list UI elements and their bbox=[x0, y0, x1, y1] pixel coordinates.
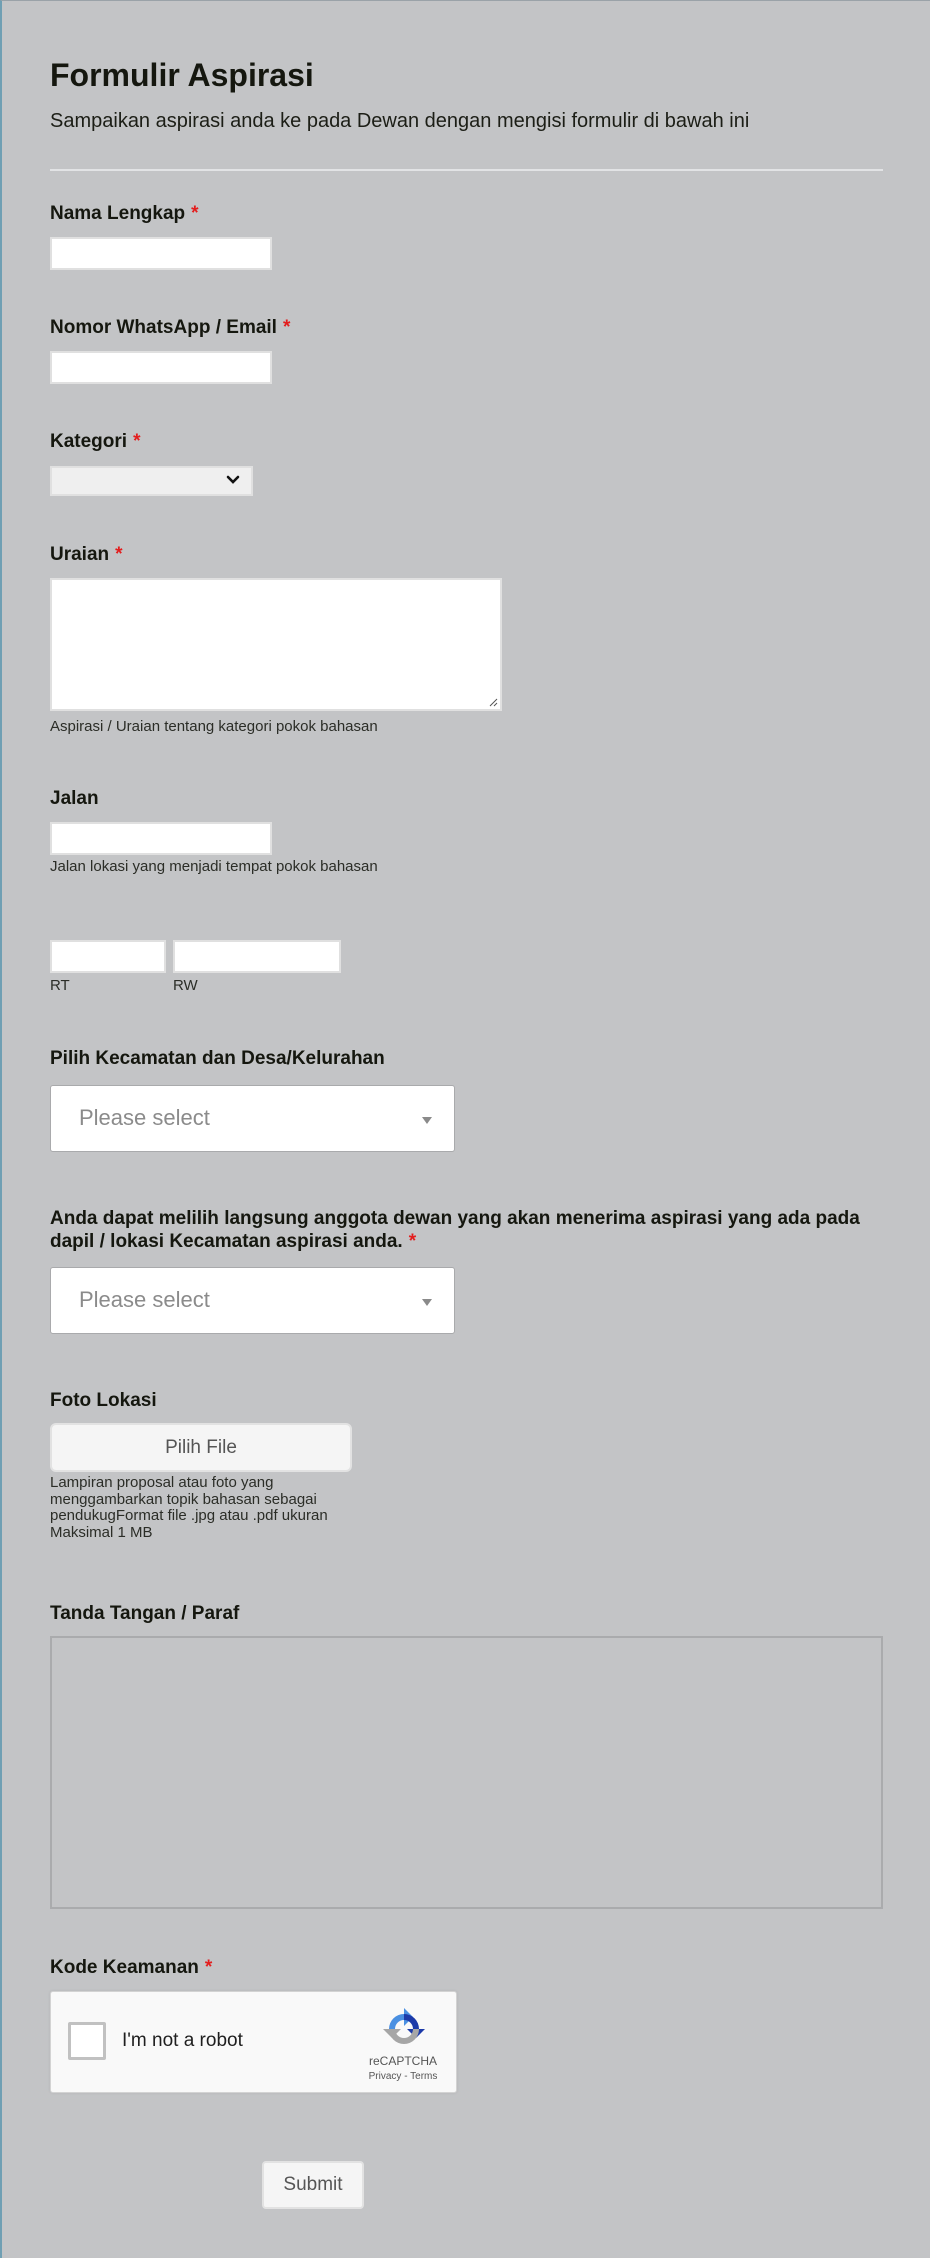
signature-pad[interactable] bbox=[50, 1636, 883, 1909]
jalan-label bbox=[50, 787, 99, 810]
recaptcha-widget bbox=[50, 1991, 457, 2093]
jalan-input[interactable] bbox=[50, 822, 272, 855]
rw-input[interactable] bbox=[173, 940, 341, 973]
uraian-textarea[interactable] bbox=[50, 578, 502, 711]
recaptcha-logo-icon bbox=[381, 2006, 427, 2052]
anggota-label-line1: Anda dapat melilih langsung anggota dewan yang akan menerima aspirasi yang ada pada bbox=[50, 1208, 860, 1229]
rt-sublabel: RT bbox=[50, 977, 70, 994]
chevron-down-icon bbox=[224, 471, 242, 489]
kategori-label-text: Kategori bbox=[50, 431, 128, 452]
recaptcha-brand: reCAPTCHA bbox=[368, 2054, 437, 2068]
kecamatan-label-text: Pilih Kecamatan dan Desa/Kelurahan bbox=[50, 1048, 385, 1069]
nama-label-text: Nama Lengkap bbox=[50, 203, 186, 224]
foto-help-text: Lampiran proposal atau foto yang menggambarkan topik bahasan sebagai pendukugFormat file .jpg atau .pdf ukuran Maksimal 1 MB bbox=[50, 1474, 328, 1541]
anggota-dropdown[interactable] bbox=[50, 1267, 455, 1334]
kategori-select[interactable] bbox=[50, 466, 253, 496]
choose-file-button[interactable]: Pilih File bbox=[50, 1423, 352, 1472]
uraian-sublabel: Aspirasi / Uraian tentang kategori pokok bahasan bbox=[50, 718, 378, 735]
required-marker: * bbox=[191, 203, 199, 224]
required-marker: * bbox=[204, 1957, 213, 1978]
kecamatan-placeholder: Please select bbox=[79, 1105, 210, 1130]
recaptcha-terms-link[interactable]: Terms bbox=[410, 2071, 438, 2082]
jalan-sublabel: Jalan lokasi yang menjadi tempat pokok bahasan bbox=[50, 858, 378, 875]
required-marker: * bbox=[408, 1231, 417, 1252]
page-title: Formulir Aspirasi bbox=[50, 57, 314, 93]
kode-label-text: Kode Keamanan bbox=[50, 1957, 199, 1978]
anggota-label-line2: dapil / lokasi Kecamatan aspirasi anda. bbox=[50, 1231, 403, 1252]
jalan-label-text: Jalan bbox=[50, 788, 99, 809]
kontak-input[interactable] bbox=[50, 351, 272, 384]
nama-label bbox=[50, 202, 199, 225]
recaptcha-checkbox[interactable] bbox=[68, 2022, 106, 2060]
caret-down-icon bbox=[422, 1117, 432, 1124]
required-marker: * bbox=[282, 317, 291, 338]
required-marker: * bbox=[133, 431, 141, 452]
nama-input[interactable] bbox=[50, 237, 272, 270]
required-marker: * bbox=[115, 544, 123, 565]
tanda-tangan-label bbox=[50, 1602, 239, 1625]
anggota-label bbox=[50, 1207, 883, 1253]
kode-label bbox=[50, 1956, 212, 1979]
uraian-label bbox=[50, 543, 123, 566]
recaptcha-links bbox=[351, 2071, 455, 2082]
submit-button[interactable]: Submit bbox=[262, 2161, 364, 2209]
kategori-label bbox=[50, 430, 140, 453]
rt-input[interactable] bbox=[50, 940, 166, 973]
recaptcha-privacy-link[interactable]: Privacy bbox=[368, 2071, 402, 2082]
kecamatan-label bbox=[50, 1047, 385, 1070]
uraian-label-text: Uraian bbox=[50, 544, 110, 565]
anggota-placeholder: Please select bbox=[79, 1287, 210, 1312]
resize-handle-icon[interactable] bbox=[488, 697, 498, 707]
caret-down-icon bbox=[422, 1299, 432, 1306]
page-subtitle: Sampaikan aspirasi anda ke pada Dewan dengan mengisi formulir di bawah ini bbox=[50, 110, 750, 132]
foto-label-text: Foto Lokasi bbox=[50, 1390, 157, 1411]
recaptcha-link-separator: - bbox=[401, 2071, 411, 2082]
kontak-label-text: Nomor WhatsApp / Email bbox=[50, 317, 277, 338]
recaptcha-label: I'm not a robot bbox=[122, 2030, 243, 2051]
header-divider bbox=[50, 169, 883, 171]
foto-label bbox=[50, 1389, 157, 1412]
kontak-label bbox=[50, 316, 290, 339]
tanda-tangan-label-text: Tanda Tangan / Paraf bbox=[50, 1603, 240, 1624]
kecamatan-dropdown[interactable] bbox=[50, 1085, 455, 1152]
rw-sublabel: RW bbox=[173, 977, 198, 994]
